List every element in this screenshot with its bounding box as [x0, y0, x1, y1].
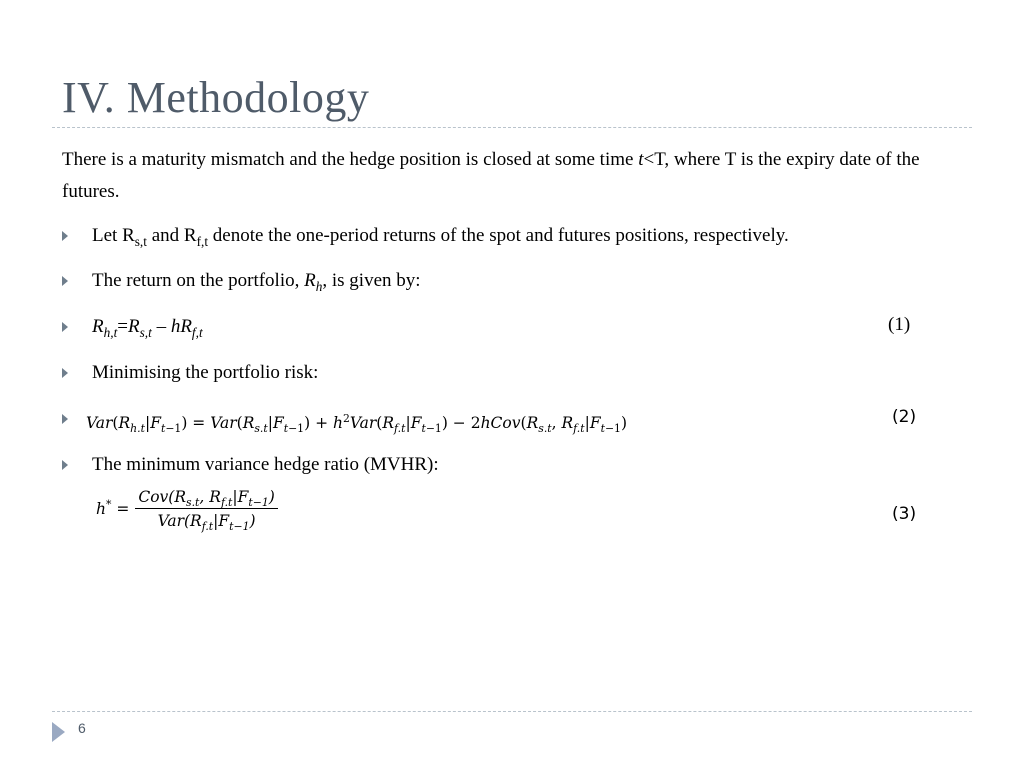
minimising-text: Minimising the portfolio risk:	[92, 362, 319, 383]
and-r: and R	[146, 225, 197, 246]
portfolio-sub-h: h	[315, 278, 323, 294]
page-number: 6	[78, 720, 86, 736]
bullet-arrow-icon	[62, 368, 68, 378]
equation-3-number: (3)	[892, 504, 917, 524]
equation-1: $R_{h,t}=R_{s,t} - hR_{f,t}$	[92, 316, 203, 340]
page-arrow-icon	[52, 722, 65, 742]
bullet-arrow-icon	[62, 414, 68, 424]
equation-2: $Var(R_{h.t}|F_{t-1}) = Var(R_{s.t}|F_{t-1}) + h^2Var(R_{f.t}|F_{t-1})$ − $2hCov(R_{s.t}$, $R_{f.t}|F_{t-1}$)	[86, 411, 628, 436]
bullet-arrow-icon	[62, 460, 68, 470]
bullet-arrow-icon	[62, 231, 68, 241]
returns-rest: denote the one-period returns of the spot and futures positions, respectively.	[208, 225, 789, 246]
portfolio-before: The return on the portfolio,	[92, 270, 305, 291]
footer-divider	[52, 711, 972, 712]
equation-3	[96, 488, 278, 534]
intro-part1: There is a maturity mismatch and the hedge position is closed at some time	[62, 149, 639, 170]
equation-1-number: (1)	[888, 314, 911, 335]
mvhr-text: The minimum variance hedge ratio (MVHR):	[92, 454, 439, 475]
bullet-arrow-icon	[62, 276, 68, 286]
let-r: Let R	[92, 225, 135, 246]
intro-paragraph	[62, 144, 942, 208]
equation-3-fraction	[135, 488, 277, 534]
intro-part2: <T, where T is the expiry date of the futures.	[62, 149, 920, 202]
intro-t: t	[638, 149, 644, 170]
equation-2-number: (2)	[892, 407, 917, 427]
equation-3-numerator: $Cov(R_{s.t}$, $R_{f.t}|F_{t-1}$)	[135, 488, 277, 509]
equation-3-denominator: $Var(R_{f.t}|F_{t-1})$	[157, 512, 256, 534]
sub-ft: f,t	[196, 233, 209, 249]
title-divider	[52, 127, 972, 128]
slide-title: IV. Methodology	[62, 73, 370, 122]
equation-3-lhs: h* =	[96, 497, 130, 518]
portfolio-after: , is given by:	[322, 270, 421, 291]
bullet-arrow-icon	[62, 322, 68, 332]
portfolio-r: R	[304, 270, 316, 291]
sub-st: s,t	[134, 233, 147, 249]
